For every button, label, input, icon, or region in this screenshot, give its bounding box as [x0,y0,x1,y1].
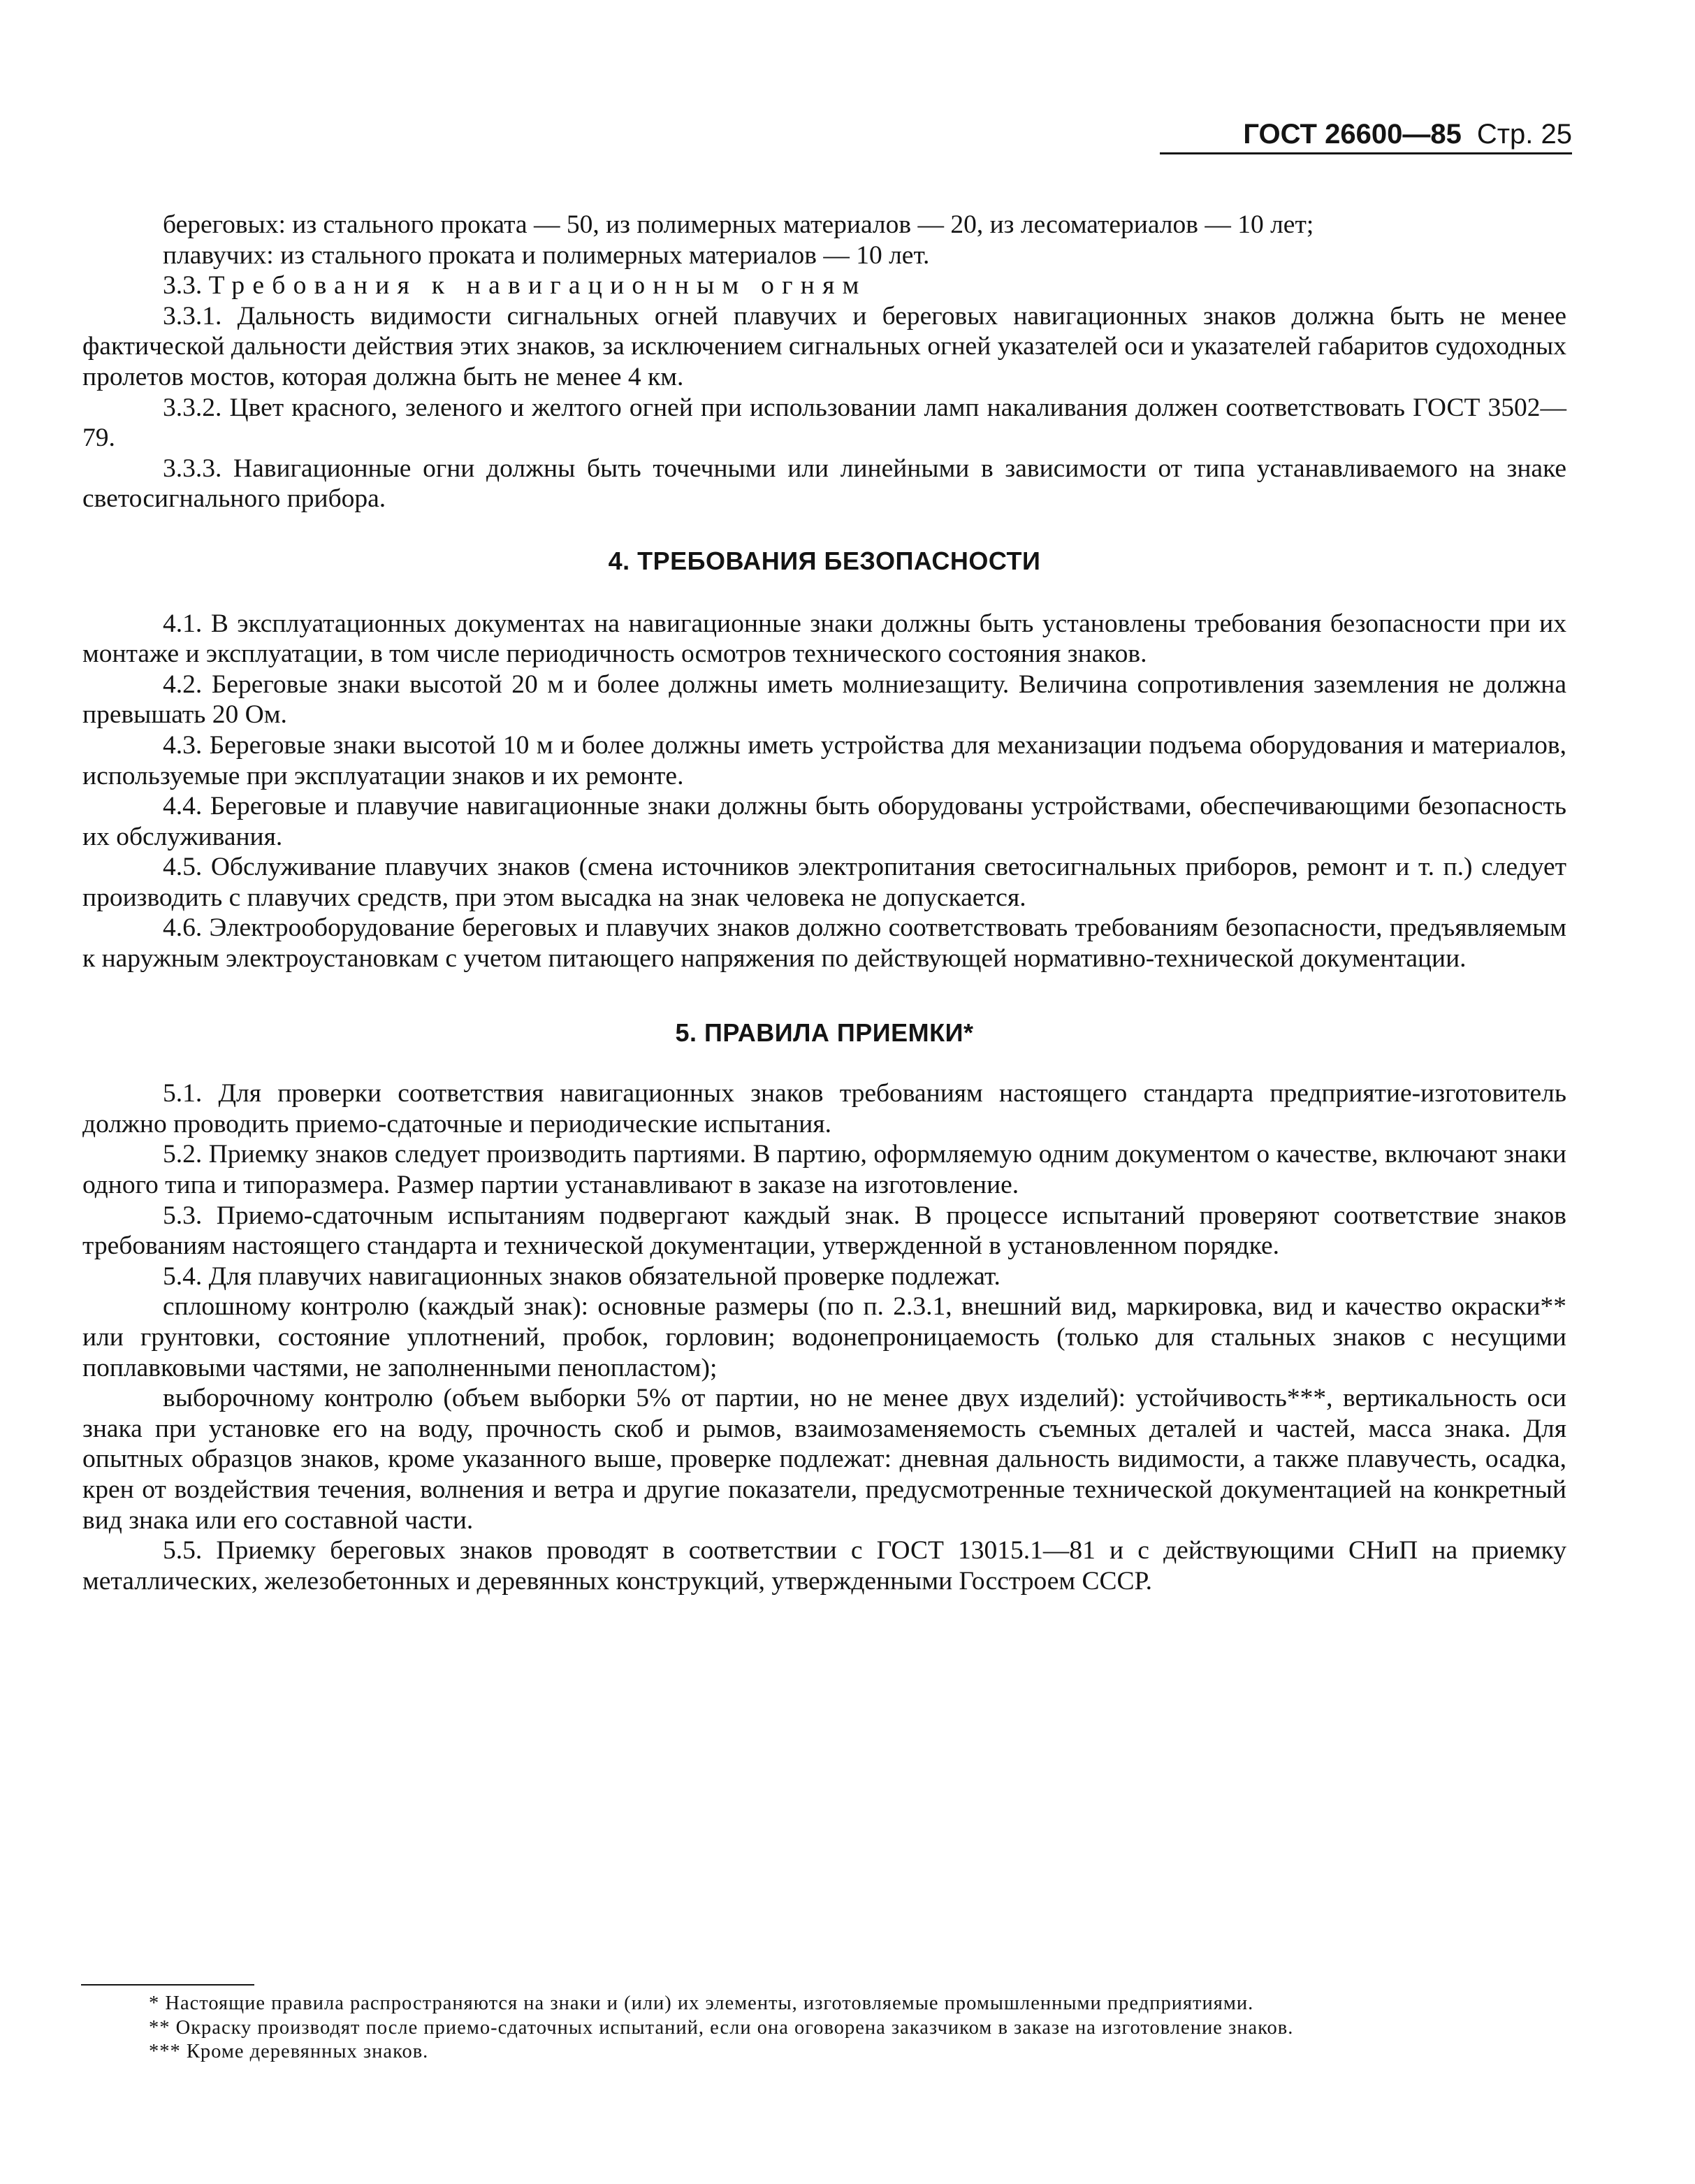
paragraph: 4.4. Береговые и плавучие навигационные знаки должны быть оборудованы устройствами, обеспечивающими безопасность их обслуживания. [82,792,1566,851]
footnote: ** Окраску производят после приемо-сдаточных испытаний, если она оговорена заказчиком в заказе на изготовление знаков. [149,2016,1294,2039]
page-number: Стр. 25 [1476,119,1572,150]
paragraph: плавучих: из стального проката и полимерных материалов — 10 лет. [163,240,930,270]
footnote-divider [81,1984,254,1986]
paragraph: 5.4. Для плавучих навигационных знаков обязательной проверке подлежат. [163,1261,1001,1291]
paragraph: 3.3.1. Дальность видимости сигнальных огней плавучих и береговых навигационных знаков должна быть не менее фактической дальности действия этих знаков, за исключением сигнальных огней указателей оси и указателей габаритов судоходных пролетов мостов, которая должна быть не менее 4 км. [82,301,1566,391]
paragraph: береговых: из стального проката — 50, из полимерных материалов — 20, из лесоматериалов — 10 лет; [163,210,1314,239]
paragraph: 3.3.2. Цвет красного, зеленого и желтого огней при использовании ламп накаливания должен соответствовать ГОСТ 3502—79. [82,393,1566,453]
footnote: *** Кроме деревянных знаков. [149,2041,429,2063]
paragraph: 5.2. Приемку знаков следует производить партиями. В партию, оформляемую одним документом о качестве, включают знаки одного типа и типоразмера. Размер партии устанавливают в заказе на изготовление. [82,1140,1566,1200]
footnote: * Настоящие правила распространяются на знаки и (или) их элементы, изготовляемые промышленными предприятиями. [149,1993,1254,2014]
footnotes [82,1992,1566,2064]
standard-number: ГОСТ 26600—85 [1243,119,1462,150]
paragraph: 4.3. Береговые знаки высотой 10 м и более должны иметь устройства для механизации подъема оборудования и материалов, используемые при эксплуатации знаков и их ремонте. [82,730,1566,790]
paragraph: 5.5. Приемку береговых знаков проводят в соответствии с ГОСТ 13015.1—81 и с действующими СНиП на приемку металлических, железобетонных и деревянных конструкций, утвержденными Госстроем СССР. [82,1536,1566,1596]
section-heading: 4. ТРЕБОВАНИЯ БЕЗОПАСНОСТИ [608,546,1041,575]
paragraph: 4.5. Обслуживание плавучих знаков (смена источников электропитания светосигнальных приборов, ремонт и т. п.) следует производить с плавучих средств, при этом высадка на знак человека не допускается. [82,853,1566,912]
section-heading: 5. ПРАВИЛА ПРИЕМКИ* [675,1018,974,1047]
paragraph: 3.3.3. Навигационные огни должны быть точечными или линейными в зависимости от типа устанавливаемого на знаке светосигнального прибора. [82,454,1566,514]
paragraph: 4.2. Береговые знаки высотой 20 м и более должны иметь молниезащиту. Величина сопротивления заземления не должна превышать 20 Ом. [82,670,1566,730]
paragraph: сплошному контролю (каждый знак): основные размеры (по п. 2.3.1, внешний вид, маркировка, вид и качество окраски** или грунтовки, состояние уплотнений, пробок, горловин; водонепроницаемость (только для стальных знаков с несущими поплавковыми частями, не заполненными пенопластом); [82,1292,1566,1382]
body-text [82,210,1566,1596]
paragraph: 4.1. В эксплуатационных документах на навигационные знаки должны быть установлены требования безопасности при их монтаже и эксплуатации, в том числе периодичность осмотров технического состояния знаков. [82,609,1566,669]
paragraph: 5.3. Приемо-сдаточным испытаниям подвергают каждый знак. В процессе испытаний проверяют соответствие знаков требованиям настоящего стандарта и технической документации, утвержденной в установленном порядке. [82,1201,1566,1261]
paragraph: 5.1. Для проверки соответствия навигационных знаков требованиям настоящего стандарта предприятие-изготовитель должно проводить приемо-сдаточные и периодические испытания. [82,1079,1566,1138]
subsection-title: Требования к навигационным огням [208,271,867,301]
paragraph: выборочному контролю (объем выборки 5% от партии, но не менее двух изделий): устойчивость***, вертикальность оси знака при установке его на воду, прочность скоб и рымов, взаимозаменяемость съемных деталей и частей, масса знака. Для опытных образцов знаков, кроме указанного выше, проверке подлежат: дневная дальность видимости, а также плавучесть, осадка, крен от воздействия течения, волнения и ветра и другие показатели, предусмотренные технической документацией на конкретный вид знака или его составной части. [82,1384,1566,1535]
subsection-heading [82,270,1566,301]
running-header [1160,117,1572,154]
paragraph: 4.6. Электрооборудование береговых и плавучих знаков должно соответствовать требованиям безопасности, предъявляемым к наружным электроустановкам с учетом питающего напряжения по действующей нормативно-технической документации. [82,913,1566,974]
subsection-number: 3.3. [163,271,203,301]
